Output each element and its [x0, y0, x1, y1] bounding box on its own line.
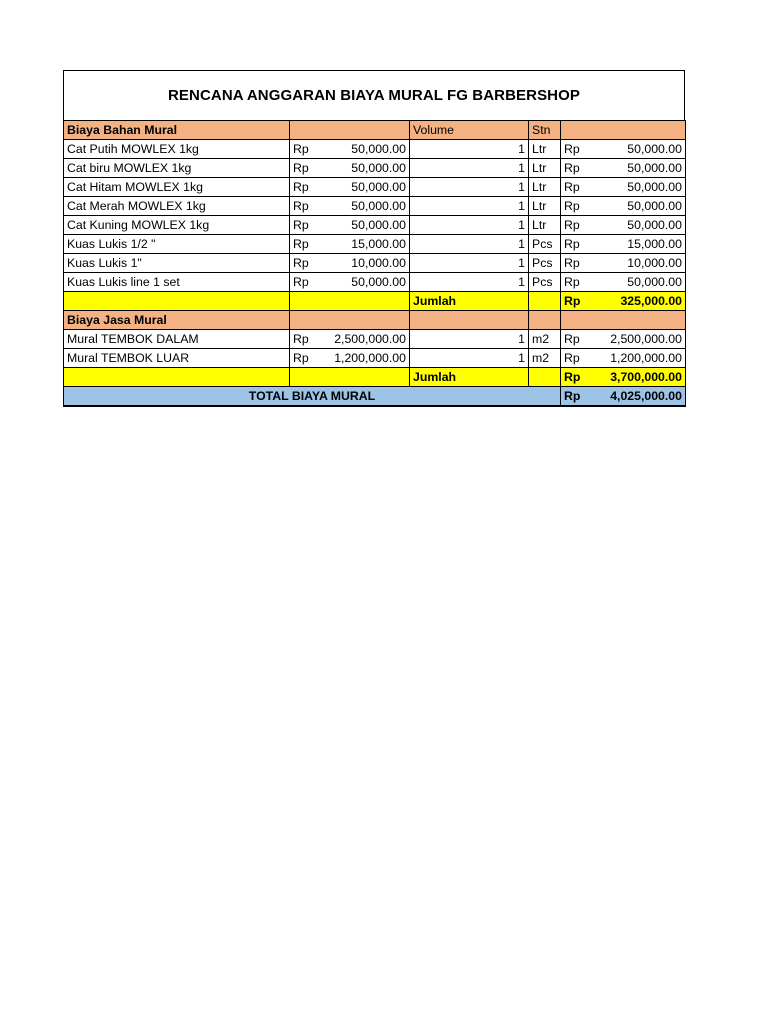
item-total-currency: Rp — [561, 235, 595, 254]
item-total-currency: Rp — [561, 273, 595, 292]
item-currency: Rp — [290, 273, 324, 292]
item-unit: Ltr — [529, 197, 561, 216]
item-name: Cat biru MOWLEX 1kg — [64, 159, 290, 178]
subtotal-currency: Rp — [561, 368, 595, 387]
item-row — [64, 197, 686, 216]
item-total: 2,500,000.00 — [595, 330, 686, 349]
item-total: 50,000.00 — [595, 197, 686, 216]
item-name: Kuas Lukis 1" — [64, 254, 290, 273]
item-name: Mural TEMBOK DALAM — [64, 330, 290, 349]
item-price: 50,000.00 — [324, 178, 410, 197]
item-total: 50,000.00 — [595, 216, 686, 235]
item-currency: Rp — [290, 254, 324, 273]
subtotal-blank — [64, 368, 290, 387]
item-total-currency: Rp — [561, 254, 595, 273]
item-row — [64, 273, 686, 292]
item-name: Cat Kuning MOWLEX 1kg — [64, 216, 290, 235]
item-name: Kuas Lukis line 1 set — [64, 273, 290, 292]
item-unit: Pcs — [529, 235, 561, 254]
section2-label: Biaya Jasa Mural — [64, 311, 290, 330]
item-price: 50,000.00 — [324, 140, 410, 159]
item-total-currency: Rp — [561, 178, 595, 197]
item-currency: Rp — [290, 330, 324, 349]
subtotal-label: Jumlah — [410, 368, 529, 387]
item-currency: Rp — [290, 216, 324, 235]
header-blank-total — [561, 121, 686, 140]
item-volume: 1 — [410, 330, 529, 349]
item-total: 1,200,000.00 — [595, 349, 686, 368]
subtotal-currency: Rp — [561, 292, 595, 311]
item-currency: Rp — [290, 140, 324, 159]
item-row — [64, 235, 686, 254]
item-price: 15,000.00 — [324, 235, 410, 254]
item-volume: 1 — [410, 235, 529, 254]
header-blank-price — [290, 121, 410, 140]
item-currency: Rp — [290, 159, 324, 178]
item-volume: 1 — [410, 273, 529, 292]
grand-total-row — [64, 387, 686, 407]
item-total-currency: Rp — [561, 330, 595, 349]
item-row — [64, 178, 686, 197]
item-unit: m2 — [529, 330, 561, 349]
subtotal-blank — [529, 368, 561, 387]
item-row — [64, 159, 686, 178]
item-currency: Rp — [290, 349, 324, 368]
item-total: 50,000.00 — [595, 273, 686, 292]
item-total-currency: Rp — [561, 197, 595, 216]
section-header-row — [64, 311, 686, 330]
subtotal-blank — [290, 292, 410, 311]
item-currency: Rp — [290, 197, 324, 216]
item-volume: 1 — [410, 140, 529, 159]
item-price: 10,000.00 — [324, 254, 410, 273]
item-name: Cat Putih MOWLEX 1kg — [64, 140, 290, 159]
item-volume: 1 — [410, 178, 529, 197]
item-price: 50,000.00 — [324, 216, 410, 235]
section-header-row — [64, 121, 686, 140]
item-row — [64, 254, 686, 273]
item-unit: Ltr — [529, 159, 561, 178]
item-name: Kuas Lukis 1/2 " — [64, 235, 290, 254]
item-name: Cat Hitam MOWLEX 1kg — [64, 178, 290, 197]
grand-total-label: TOTAL BIAYA MURAL — [64, 387, 561, 407]
item-unit: Pcs — [529, 254, 561, 273]
item-unit: Ltr — [529, 178, 561, 197]
item-price: 1,200,000.00 — [324, 349, 410, 368]
grand-total-currency: Rp — [561, 387, 595, 407]
budget-table-body — [64, 121, 686, 407]
item-name: Mural TEMBOK LUAR — [64, 349, 290, 368]
item-total: 10,000.00 — [595, 254, 686, 273]
item-row — [64, 349, 686, 368]
item-name: Cat Merah MOWLEX 1kg — [64, 197, 290, 216]
header-blank — [410, 311, 529, 330]
header-blank — [561, 311, 686, 330]
item-unit: Ltr — [529, 216, 561, 235]
budget-sheet — [63, 70, 685, 407]
budget-table — [63, 120, 686, 407]
item-total: 50,000.00 — [595, 159, 686, 178]
item-price: 50,000.00 — [324, 159, 410, 178]
item-row — [64, 140, 686, 159]
item-volume: 1 — [410, 197, 529, 216]
unit-header: Stn — [529, 121, 561, 140]
item-total: 15,000.00 — [595, 235, 686, 254]
item-volume: 1 — [410, 349, 529, 368]
subtotal-row — [64, 368, 686, 387]
item-total-currency: Rp — [561, 159, 595, 178]
item-price: 50,000.00 — [324, 273, 410, 292]
item-price: 50,000.00 — [324, 197, 410, 216]
section1-label: Biaya Bahan Mural — [64, 121, 290, 140]
item-currency: Rp — [290, 235, 324, 254]
grand-total-value: 4,025,000.00 — [595, 387, 686, 407]
subtotal-label: Jumlah — [410, 292, 529, 311]
subtotal-blank — [529, 292, 561, 311]
item-unit: Ltr — [529, 140, 561, 159]
subtotal-blank — [64, 292, 290, 311]
subtotal-value: 325,000.00 — [595, 292, 686, 311]
volume-header: Volume — [410, 121, 529, 140]
item-total-currency: Rp — [561, 349, 595, 368]
item-volume: 1 — [410, 159, 529, 178]
item-total-currency: Rp — [561, 216, 595, 235]
item-currency: Rp — [290, 178, 324, 197]
item-total: 50,000.00 — [595, 140, 686, 159]
item-unit: Pcs — [529, 273, 561, 292]
subtotal-blank — [290, 368, 410, 387]
subtotal-value: 3,700,000.00 — [595, 368, 686, 387]
header-blank — [529, 311, 561, 330]
subtotal-row — [64, 292, 686, 311]
item-unit: m2 — [529, 349, 561, 368]
item-row — [64, 330, 686, 349]
item-total-currency: Rp — [561, 140, 595, 159]
item-total: 50,000.00 — [595, 178, 686, 197]
sheet-title: RENCANA ANGGARAN BIAYA MURAL FG BARBERSHOP — [63, 70, 685, 120]
item-price: 2,500,000.00 — [324, 330, 410, 349]
item-row — [64, 216, 686, 235]
item-volume: 1 — [410, 216, 529, 235]
header-blank — [290, 311, 410, 330]
item-volume: 1 — [410, 254, 529, 273]
